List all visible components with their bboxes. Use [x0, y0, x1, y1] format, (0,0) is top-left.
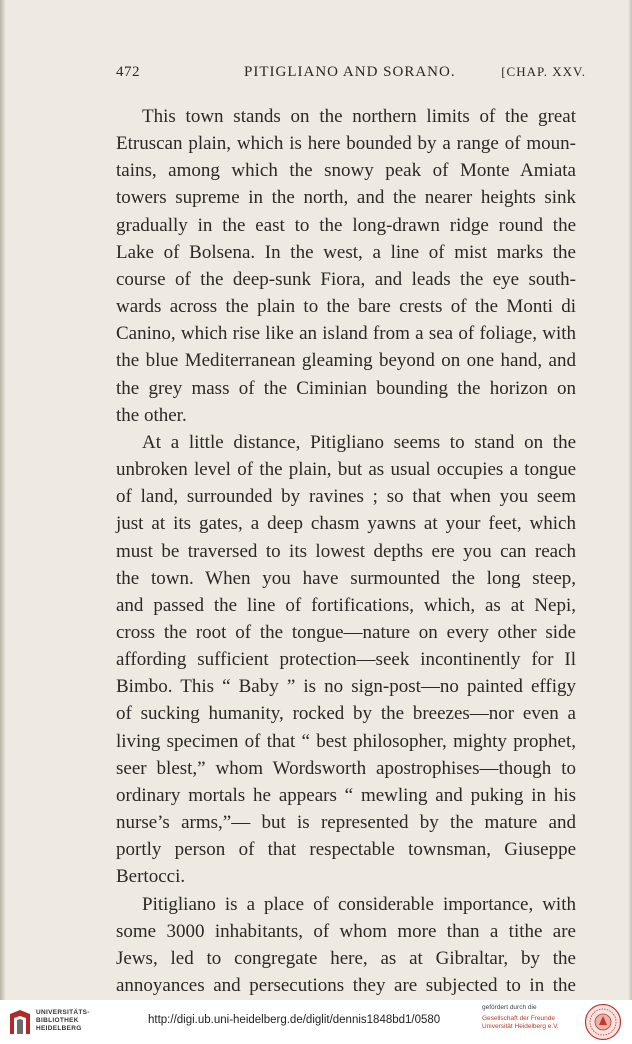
text-line: living specimen of that “ best philosopher, mighty prophet,: [116, 730, 576, 752]
text-line: cross the root of the tongue—nature on every other side: [116, 621, 576, 643]
text-line: unbroken level of the plain, but as usual occupies a tongue: [116, 459, 576, 481]
text-line: the town. When you have surmounted the long steep,: [116, 567, 576, 589]
text-line: nurse’s arms,”— but is represented by the mature and: [116, 812, 576, 834]
text-line: This town stands on the northern limits of the great: [142, 106, 576, 127]
text-line: some 3000 inhabitants, of whom more than a tithe are: [116, 920, 576, 942]
institution-line: UNIVERSITÄTS-: [36, 1009, 90, 1016]
text-line: course of the deep-sunk Fiora, and leads the eye south-: [116, 268, 576, 290]
text-line: Pitigliano is a place of considerable importance, with: [142, 893, 576, 915]
body-text: [116, 103, 576, 1000]
paragraph: [116, 103, 576, 429]
text-line: just at its gates, a deep chasm yawns at your feet, which: [116, 513, 576, 535]
text-line: Bertocci.: [116, 866, 186, 888]
text-line: Jews, led to congregate here, as at Gibraltar, by the: [116, 947, 576, 969]
sponsor-line: Universität Heidelberg e.V.: [482, 1023, 559, 1030]
institution-line: HEIDELBERG: [36, 1025, 82, 1032]
page-number: 472: [116, 64, 140, 80]
university-library-logo-icon: [8, 1008, 32, 1036]
chapter-label: [CHAP. XXV.: [501, 64, 586, 79]
text-line: towers supreme in the north, and the nearer heights sink: [116, 187, 576, 209]
permalink-url[interactable]: http://digi.ub.uni-heidelberg.de/diglit/dennis1848bd1/0580: [148, 1014, 441, 1026]
text-line: ordinary mortals he appears “ mewling and puking in his: [116, 784, 576, 806]
text-line: annoyances and persecutions they are subjected to in the: [116, 975, 576, 996]
text-line: Etruscan plain, which is here bounded by a range of moun-: [116, 133, 576, 155]
text-line: Canino, which rise like an island from a sea of foliage, with: [116, 323, 576, 345]
university-seal-icon: [584, 1003, 622, 1041]
text-line: tains, among which the snowy peak of Monte Amiata: [116, 160, 576, 182]
text-line: of sucking humanity, rocked by the breezes—nor even a: [116, 703, 576, 725]
text-line: the other.: [116, 404, 187, 426]
text-line: seer blest,” whom Wordsworth apostrophises—though to: [116, 757, 576, 779]
text-line: the grey mass of the Ciminian bounding the horizon on: [116, 377, 576, 399]
text-line: wards across the plain to the bare crests of the Monti di: [116, 296, 576, 318]
sponsor-line: Gesellschaft der Freunde: [482, 1014, 555, 1022]
institution-name: [36, 1009, 90, 1033]
text-line: the blue Mediterranean gleaming beyond on one hand, and: [116, 350, 576, 372]
text-line: and passed the line of fortifications, which, as at Nepi,: [116, 594, 576, 616]
paragraph: [116, 891, 576, 1000]
text-line: At a little distance, Pitigliano seems to stand on the: [142, 431, 576, 453]
sponsor-credit: [482, 1004, 578, 1032]
institution-line: BIBLIOTHEK: [36, 1017, 79, 1024]
sponsor-label: gefördert durch die: [482, 1004, 537, 1011]
text-line: Lake of Bolsena. In the west, a line of mist marks the: [116, 241, 576, 263]
page-right-edge: [628, 0, 632, 1000]
text-line: affording sufficient protection—seek incontinently for Il: [116, 649, 576, 671]
text-line: portly person of that respectable townsman, Giuseppe: [116, 839, 576, 861]
running-header: [116, 64, 586, 86]
text-line: of land, surrounded by ravines ; so that when you seem: [116, 486, 576, 508]
text-line: gradually in the east to the long-drawn ridge round the: [116, 214, 576, 236]
paragraph: [116, 429, 576, 891]
footer-bar: [0, 1000, 632, 1044]
page-left-edge: [0, 0, 6, 1000]
text-line: must be traversed to its lowest depths ere you can reach: [116, 540, 576, 562]
running-title: PITIGLIANO AND SORANO.: [244, 64, 456, 80]
text-line: Bimbo. This “ Baby ” is no sign-post—no painted effigy: [116, 676, 576, 698]
